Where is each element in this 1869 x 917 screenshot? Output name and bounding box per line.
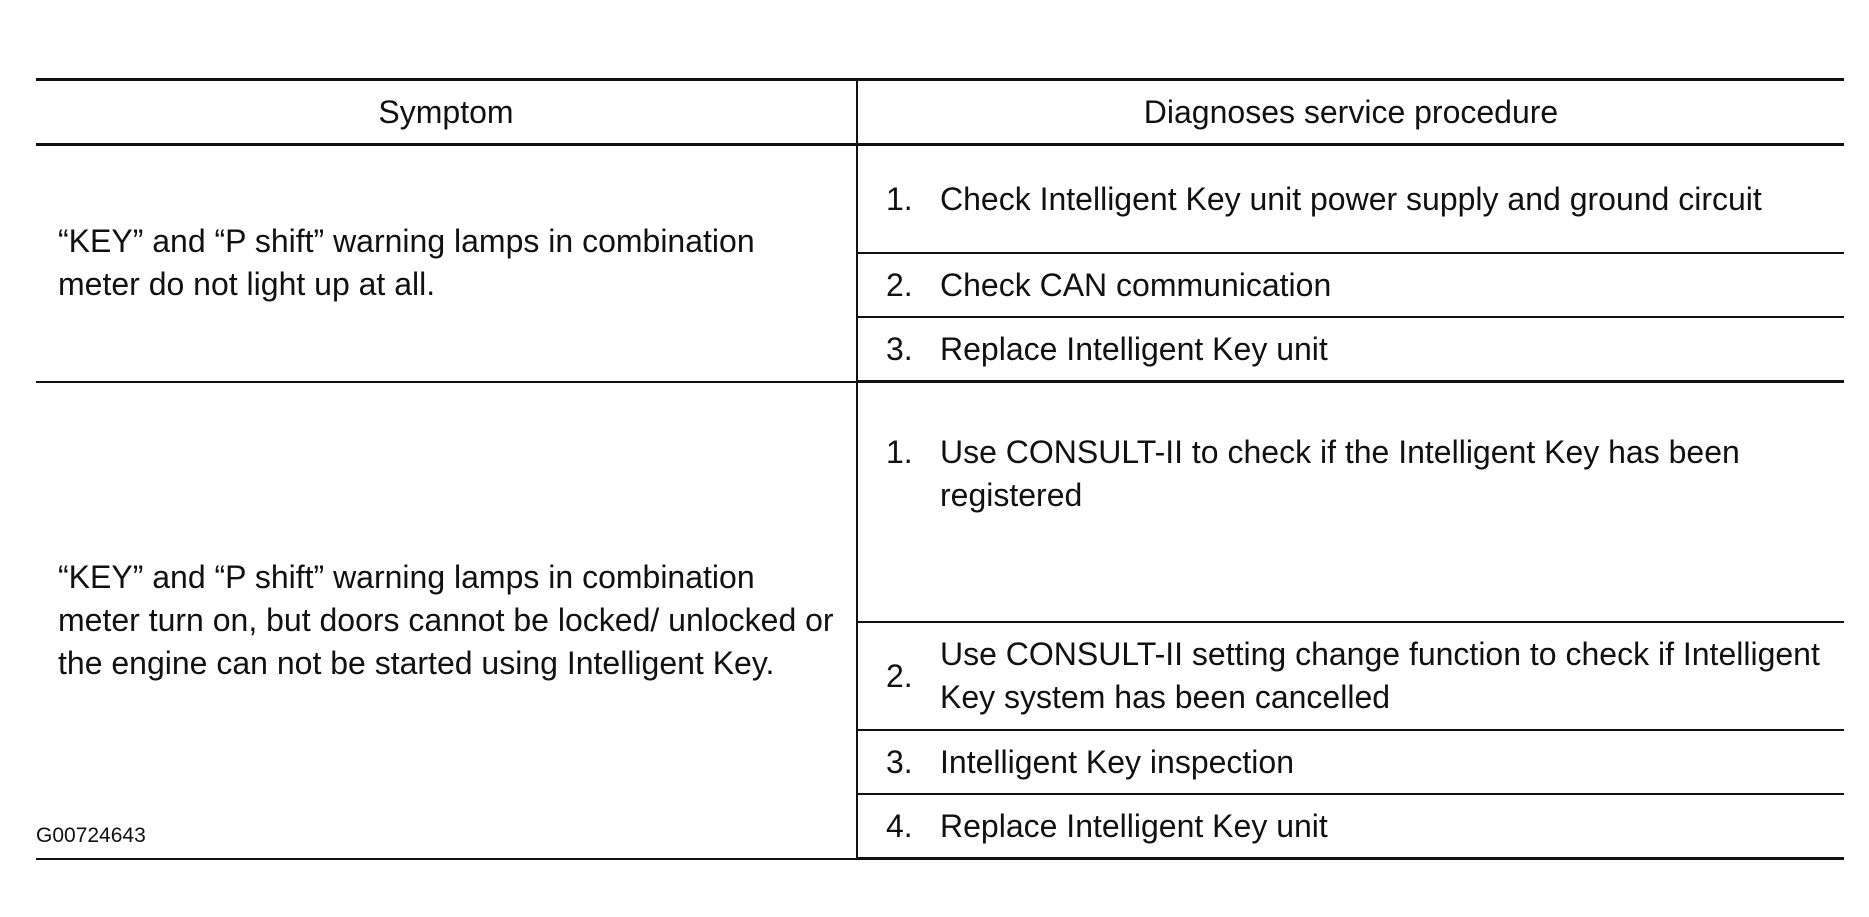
table-row xyxy=(36,145,1844,254)
step-text: Use CONSULT-II setting change function to check if Intelligent Key system has been cancelled xyxy=(940,622,1844,730)
step-number: 1. xyxy=(857,382,940,623)
step-text: Use CONSULT-II to check if the Intelligent Key has been registered xyxy=(940,382,1844,623)
diagnosis-table xyxy=(36,78,1844,860)
header-symptom: Symptom xyxy=(36,80,857,145)
step-number: 3. xyxy=(857,730,940,794)
figure-id: G00724643 xyxy=(36,824,146,847)
symptom-cell: “KEY” and “P shift” warning lamps in combination meter do not light up at all. xyxy=(36,145,857,382)
step-text: Intelligent Key inspection xyxy=(940,730,1844,794)
step-text: Replace Intelligent Key unit xyxy=(940,794,1844,859)
step-number: 1. xyxy=(857,145,940,254)
table-header-row xyxy=(36,80,1844,145)
table-row xyxy=(36,382,1844,623)
header-procedure: Diagnoses service procedure xyxy=(857,80,1844,145)
step-number: 2. xyxy=(857,622,940,730)
step-text: Check Intelligent Key unit power supply and ground circuit xyxy=(940,145,1844,254)
step-number: 4. xyxy=(857,794,940,859)
step-number: 2. xyxy=(857,253,940,317)
step-text: Replace Intelligent Key unit xyxy=(940,317,1844,382)
symptom-cell: “KEY” and “P shift” warning lamps in combination meter turn on, but doors cannot be locked/ unlocked or the engine can not be started using Intelligent Key. xyxy=(36,382,857,859)
diagnosis-table-container xyxy=(36,78,1844,860)
step-text: Check CAN communication xyxy=(940,253,1844,317)
step-number: 3. xyxy=(857,317,940,382)
